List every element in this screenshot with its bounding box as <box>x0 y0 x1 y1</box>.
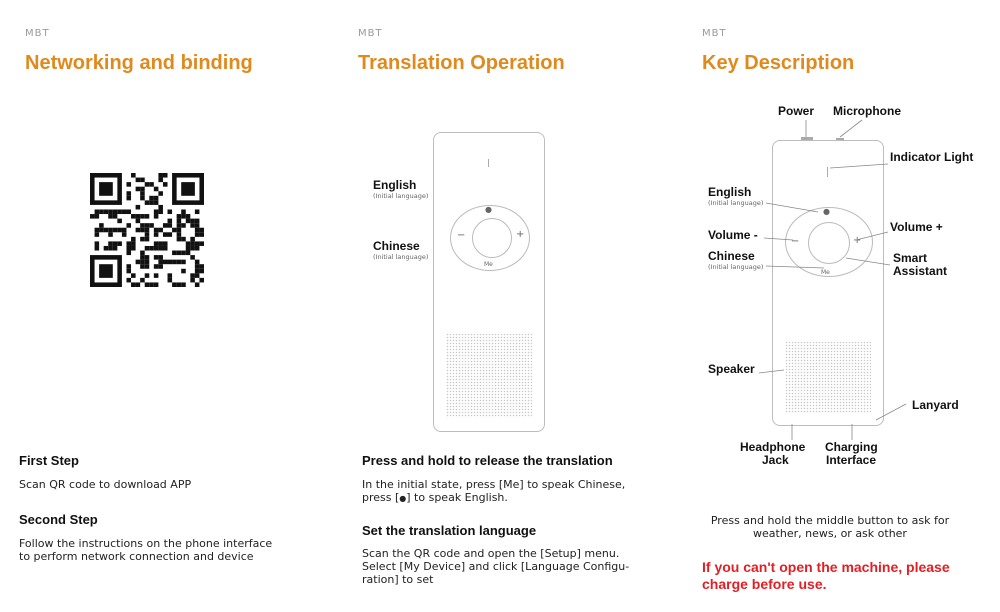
key-microphone-icon: ● <box>823 207 830 216</box>
chinese-sub-label: (Initial language) <box>373 253 429 261</box>
set-language-title: Set the translation language <box>362 523 537 538</box>
brand-logo: MBT <box>25 28 50 39</box>
charge-warning-line1: If you can't open the machine, please <box>702 559 950 575</box>
indicator-light-label: Indicator Light <box>890 150 974 164</box>
headphone-jack-label-2: Jack <box>762 453 789 467</box>
charge-warning-line2: charge before use. <box>702 576 827 592</box>
lanyard-label: Lanyard <box>912 398 959 412</box>
brand-logo-3: MBT <box>702 28 727 39</box>
first-step-text: Scan QR code to download APP <box>19 478 192 491</box>
smart-assistant-label-1: Smart <box>893 251 928 265</box>
key-volume-minus-icon: − <box>791 236 800 247</box>
brand-logo-2: MBT <box>358 28 383 39</box>
smart-assistant-label-2: Assistant <box>893 264 948 278</box>
set-language-line1: Scan the QR code and open the [Setup] menu. <box>362 547 620 560</box>
second-step-title: Second Step <box>19 512 98 527</box>
me-button-label: Me <box>484 261 493 268</box>
microphone-icon: ● <box>485 205 492 214</box>
translation-heading: Translation Operation <box>358 52 565 74</box>
volume-minus-label: Volume - <box>708 228 758 242</box>
second-step-line1: Follow the instructions on the phone interface <box>19 537 273 550</box>
key-me-label: Me <box>821 269 830 276</box>
key-chinese-label: Chinese <box>708 249 755 263</box>
set-language-line2: Select [My Device] and click [Language Configu- <box>362 560 630 573</box>
charging-interface-label-2: Interface <box>826 453 877 467</box>
press-hold-line2-b: ] to speak English. <box>406 491 508 504</box>
hold-middle-line1: Press and hold the middle button to ask for <box>710 514 950 527</box>
press-hold-line1: In the initial state, press [Me] to speak Chinese, <box>362 478 626 491</box>
volume-plus-label: Volume + <box>890 220 943 234</box>
english-sub-label: (Initial language) <box>373 192 429 200</box>
chinese-label: Chinese <box>373 239 420 253</box>
key-chinese-sub-label: (Initial language) <box>708 263 764 271</box>
press-hold-title: Press and hold to release the translation <box>362 453 613 468</box>
first-step-title: First Step <box>19 453 79 468</box>
key-english-label: English <box>708 185 752 199</box>
microphone-label: Microphone <box>833 104 901 118</box>
headphone-jack-label-1: Headphone <box>740 440 806 454</box>
key-volume-plus-icon: + <box>853 235 862 246</box>
volume-minus-icon: − <box>457 230 466 241</box>
key-description-heading: Key Description <box>702 52 855 74</box>
networking-heading: Networking and binding <box>25 52 253 74</box>
set-language-line3: ration] to set <box>362 573 434 586</box>
hold-middle-line2: weather, news, or ask other <box>753 527 907 540</box>
second-step-line2: to perform network connection and device <box>19 550 254 563</box>
speaker-label: Speaker <box>708 362 755 376</box>
charging-interface-label-1: Charging <box>825 440 878 454</box>
volume-plus-icon: + <box>516 229 525 240</box>
key-english-sub-label: (Initial language) <box>708 199 764 207</box>
power-label: Power <box>778 104 815 118</box>
press-hold-line2-a: press [ <box>362 491 400 504</box>
mic-inline-icon: ● <box>399 494 407 503</box>
english-label: English <box>373 178 417 192</box>
